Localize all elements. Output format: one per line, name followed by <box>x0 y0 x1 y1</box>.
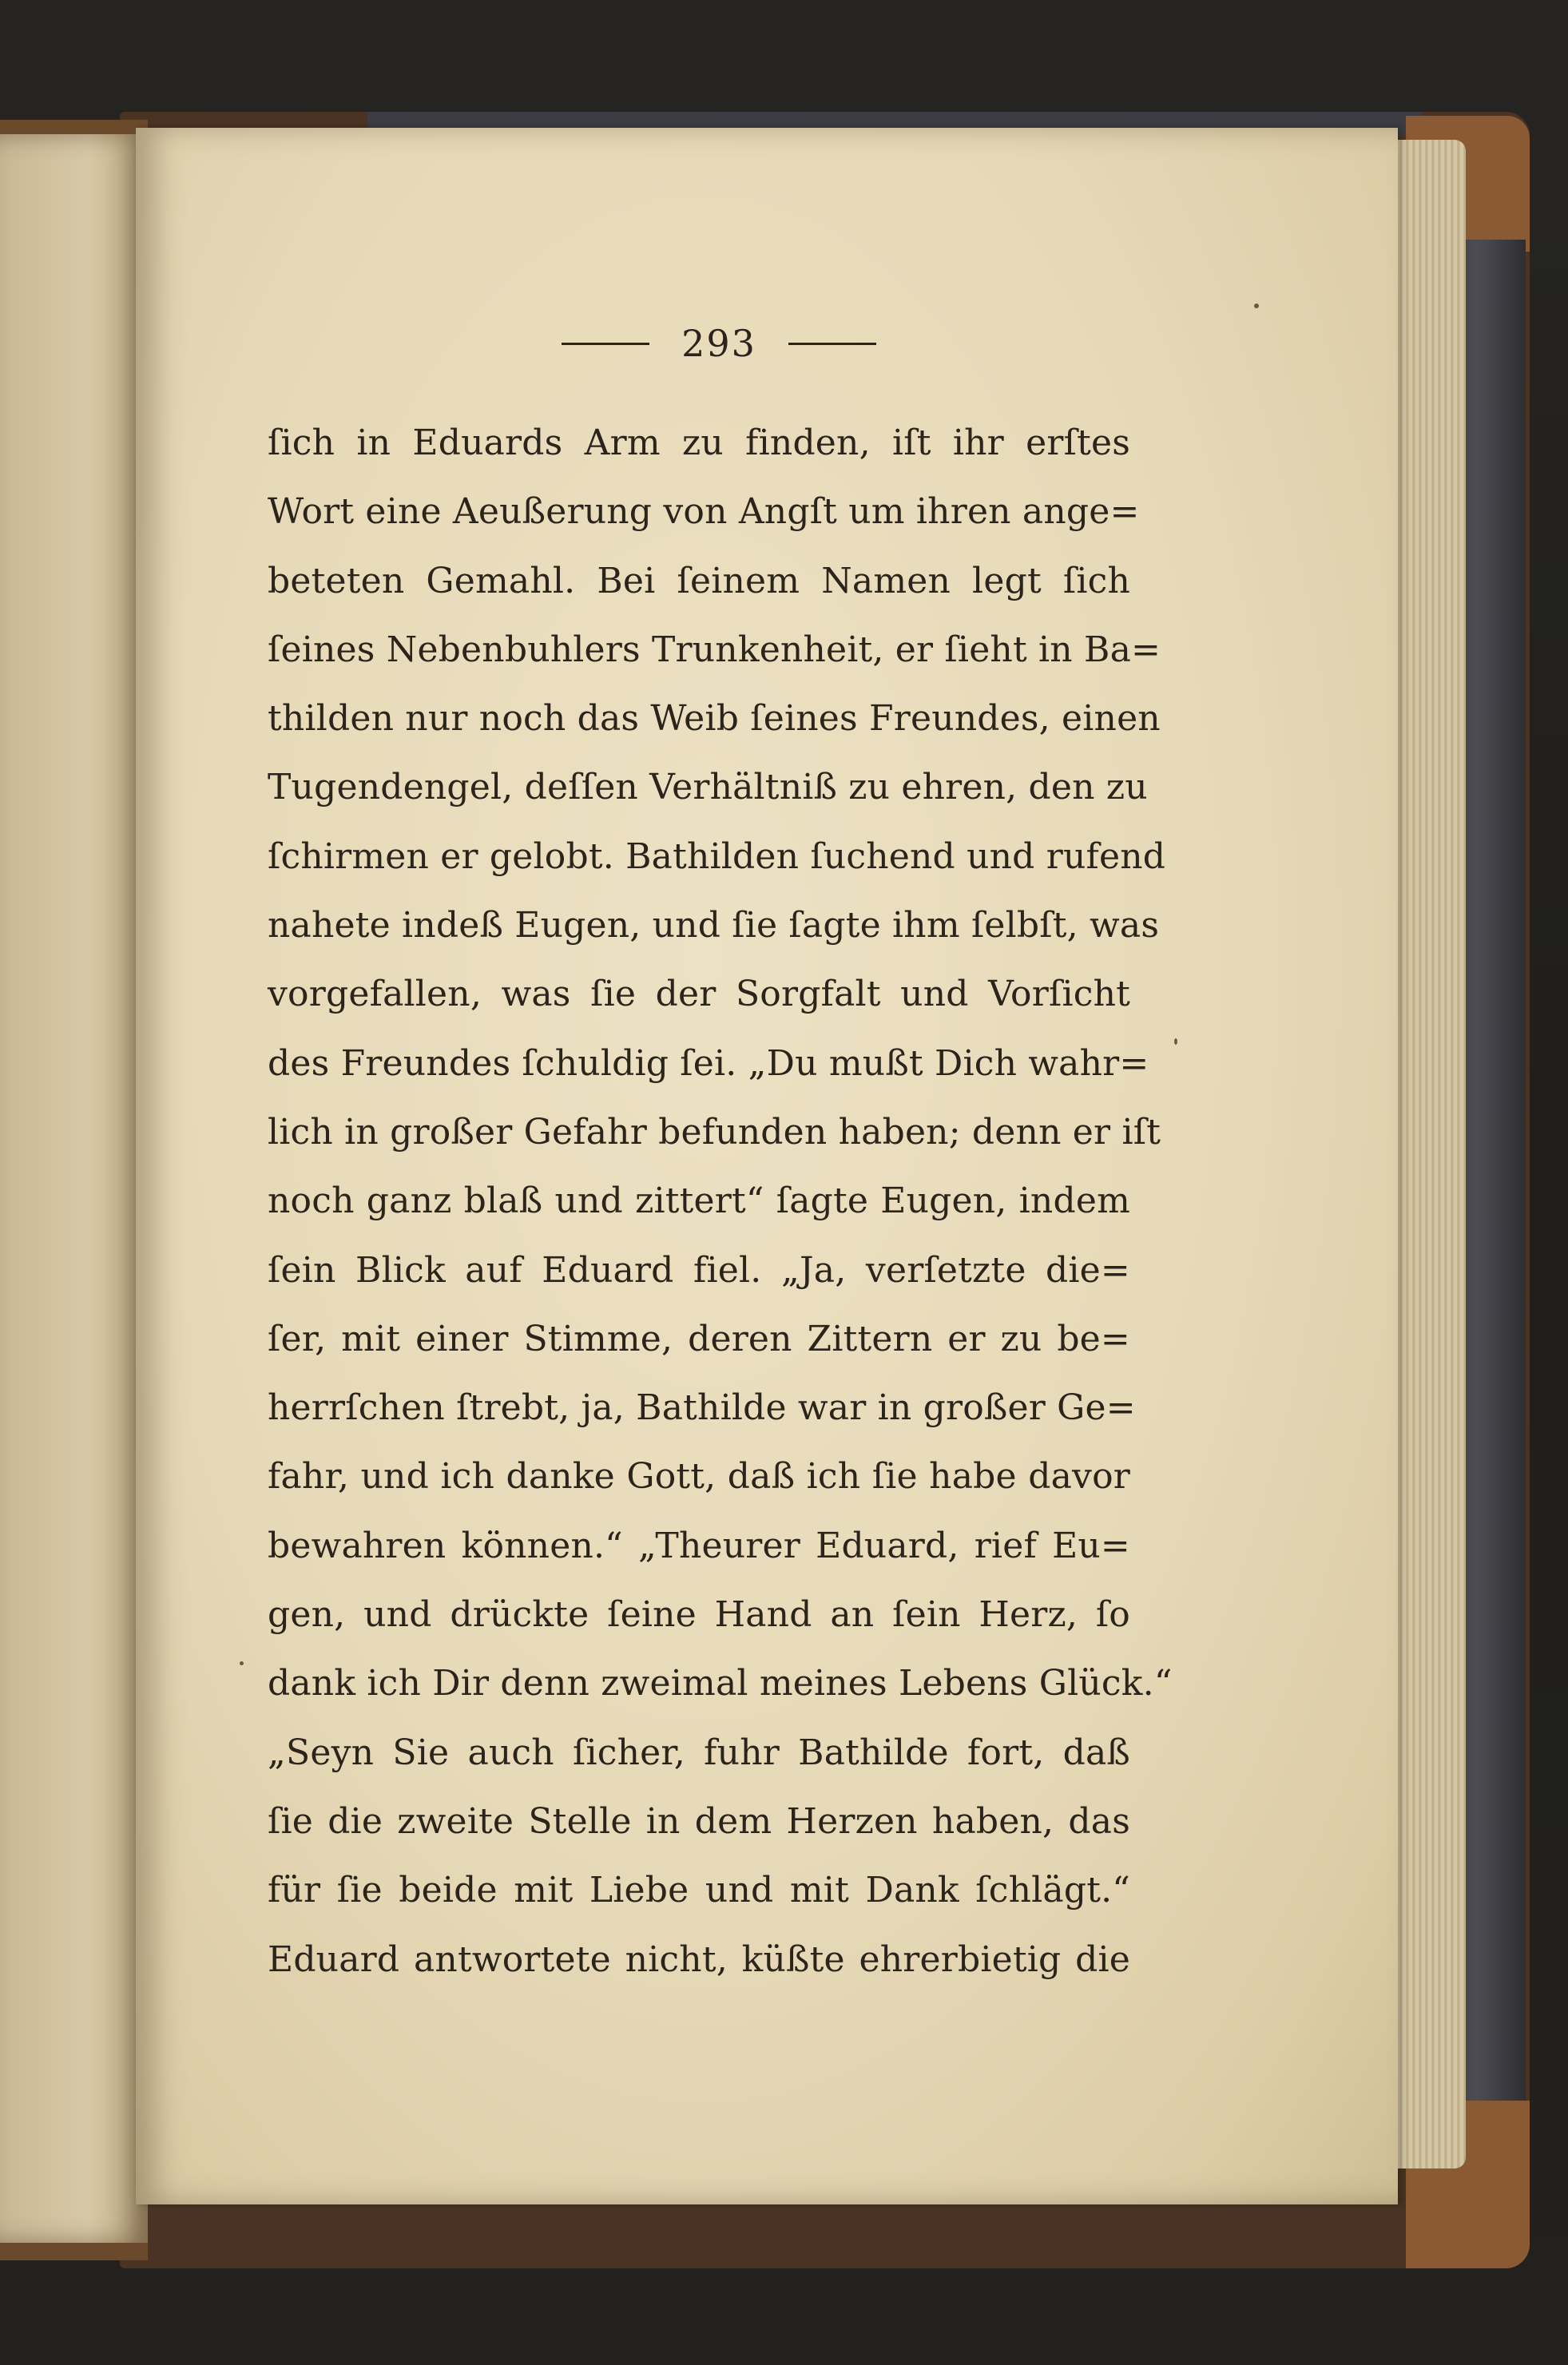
text-line: nahete indeß Eugen, und ſie ſagte ihm ſelbſt, was <box>268 905 1160 946</box>
page-block-edges <box>1390 140 1466 2169</box>
page-header <box>535 315 903 371</box>
text-line: Wort eine Aeußerung von Angſt um ihren ange= <box>268 491 1140 533</box>
text-line: lich in großer Gefahr befunden haben; denn er iſt <box>268 1111 1161 1153</box>
text-line: fahr, und ich danke Gott, daß ich ſie habe davor <box>268 1456 1130 1498</box>
text-line: ſeines Nebenbuhlers Trunkenheit, er ſieht in Ba= <box>268 629 1161 670</box>
text-line: ſie die zweite Stelle in dem Herzen haben, das <box>268 1800 1130 1842</box>
text-line: für ſie beide mit Liebe und mit Dank ſchlägt.“ <box>268 1870 1130 1911</box>
text-line: ſich in Eduards Arm zu finden, iſt ihr erſtes <box>268 423 1130 463</box>
page-number: 293 <box>681 322 756 365</box>
text-line: des Freundes ſchuldig ſei. „Du mußt Dich wahr= <box>268 1042 1149 1084</box>
text-line: beteten Gemahl. Bei ſeinem Namen legt ſich <box>268 560 1130 601</box>
text-line: Tugendengel, deſſen Verhältniß zu ehren, den zu <box>268 767 1148 808</box>
text-line: thilden nur noch das Weib ſeines Freundes, einen <box>268 698 1161 740</box>
text-line: Eduard antwortete nicht, küßte ehrerbietig die <box>268 1938 1130 1980</box>
paper-speck <box>1254 304 1259 308</box>
facing-page-edge <box>0 120 148 2260</box>
body-text <box>268 409 1173 1994</box>
header-rule-left <box>562 343 649 345</box>
text-line: „Seyn Sie auch ſicher, fuhr Bathilde fort, daß <box>268 1732 1130 1773</box>
text-line: gen, und drückte ſeine Hand an ſein Herz, ſo <box>268 1594 1130 1636</box>
text-line: ſein Blick auf Eduard fiel. „Ja, verſetzte die= <box>268 1249 1130 1291</box>
text-line: vorgefallen, was ſie der Sorgfalt und Vorſicht <box>268 974 1130 1015</box>
text-line: bewahren können.“ „Theurer Eduard, rief Eu= <box>268 1525 1130 1566</box>
text-line: ſchirmen er gelobt. Bathilden ſuchend und rufend <box>268 835 1166 877</box>
header-rule-right <box>788 343 876 345</box>
paper-speck <box>1174 1038 1177 1045</box>
text-line: dank ich Dir denn zweimal meines Lebens Glück.“ <box>268 1663 1173 1704</box>
text-line: noch ganz blaß und zittert“ ſagte Eugen, indem <box>268 1181 1130 1222</box>
text-line: ſer, mit einer Stimme, deren Zittern er zu be= <box>268 1318 1130 1359</box>
text-line: herrſchen ſtrebt, ja, Bathilde war in großer Ge= <box>268 1387 1136 1429</box>
paper-speck <box>240 1661 244 1665</box>
